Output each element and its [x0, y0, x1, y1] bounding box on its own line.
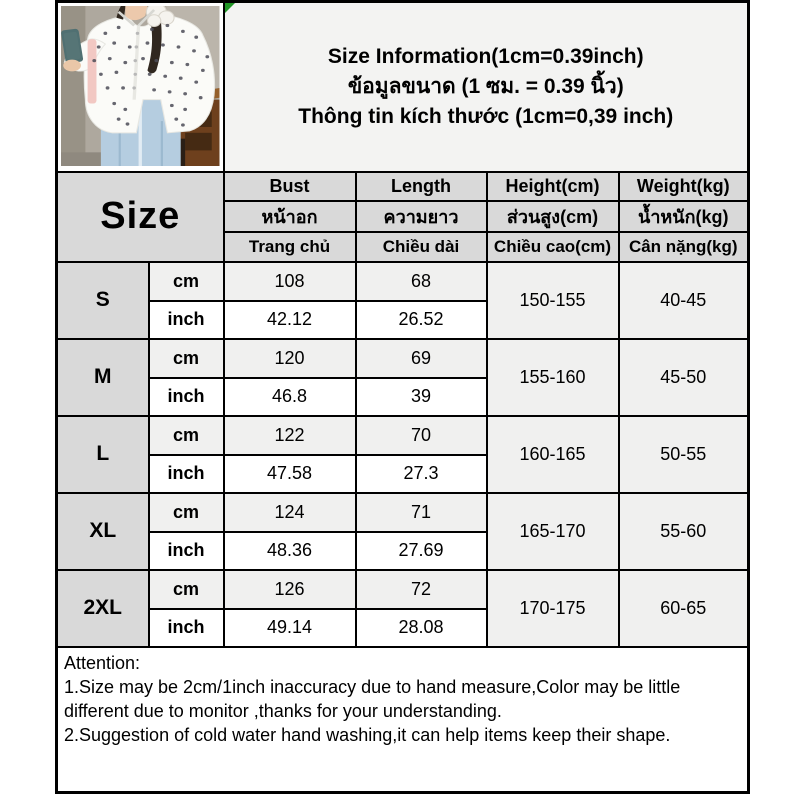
height-cell: 150-155 [487, 262, 619, 339]
size-header-cell: Size [57, 172, 224, 262]
unit-cell: inch [149, 378, 224, 416]
attention-note [57, 647, 749, 793]
value-cell: 71 [356, 493, 487, 532]
height-cell: 165-170 [487, 493, 619, 570]
value-cell: 120 [224, 339, 356, 378]
value-cell: 69 [356, 339, 487, 378]
weight-cell: 45-50 [619, 339, 749, 416]
value-cell: 70 [356, 416, 487, 455]
value-cell: 26.52 [356, 301, 487, 339]
col-height-vi: Chiều cao(cm) [487, 232, 619, 262]
attention-title: Attention: [64, 652, 141, 673]
size-cell: S [57, 262, 149, 339]
size-table [55, 0, 750, 794]
col-bust-th: หน้าอก [224, 201, 356, 232]
weight-cell: 55-60 [619, 493, 749, 570]
value-cell: 49.14 [224, 609, 356, 647]
unit-cell: cm [149, 262, 224, 301]
value-cell: 72 [356, 570, 487, 609]
size-cell: M [57, 339, 149, 416]
size-cell: L [57, 416, 149, 493]
unit-cell: inch [149, 609, 224, 647]
height-cell: 155-160 [487, 339, 619, 416]
size-cell: 2XL [57, 570, 149, 647]
value-cell: 126 [224, 570, 356, 609]
value-cell: 28.08 [356, 609, 487, 647]
col-height-th: ส่วนสูง(cm) [487, 201, 619, 232]
unit-cell: cm [149, 570, 224, 609]
value-cell: 42.12 [224, 301, 356, 339]
col-bust-vi: Trang chủ [224, 232, 356, 262]
attention-line-1: 1.Size may be 2cm/1inch inaccuracy due to hand measure,Color may be little different due to monitor ,thanks for your understanding. [64, 676, 681, 721]
col-weight-th: น้ำหนัก(kg) [619, 201, 749, 232]
unit-cell: inch [149, 532, 224, 570]
weight-cell: 40-45 [619, 262, 749, 339]
value-cell: 27.3 [356, 455, 487, 493]
value-cell: 122 [224, 416, 356, 455]
title-thai: ข้อมูลขนาด (1 ซม. = 0.39 นิ้ว) [347, 74, 624, 98]
weight-cell: 50-55 [619, 416, 749, 493]
col-weight-en: Weight(kg) [619, 172, 749, 201]
col-weight-vi: Cân nặng(kg) [619, 232, 749, 262]
attention-line-2: 2.Suggestion of cold water hand washing,it can help items keep their shape. [64, 724, 671, 745]
col-length-th: ความยาว [356, 201, 487, 232]
value-cell: 108 [224, 262, 356, 301]
unit-cell: inch [149, 301, 224, 339]
product-photo [61, 6, 220, 166]
value-cell: 39 [356, 378, 487, 416]
unit-cell: cm [149, 339, 224, 378]
title-english: Size Information(1cm=0.39inch) [327, 44, 644, 68]
unit-cell: cm [149, 493, 224, 532]
col-bust-en: Bust [224, 172, 356, 201]
value-cell: 124 [224, 493, 356, 532]
value-cell: 47.58 [224, 455, 356, 493]
unit-cell: inch [149, 455, 224, 493]
height-cell: 170-175 [487, 570, 619, 647]
title-vietnamese: Thông tin kích thước (1cm=0,39 inch) [298, 104, 674, 128]
col-height-en: Height(cm) [487, 172, 619, 201]
value-cell: 27.69 [356, 532, 487, 570]
cell-corner-marker-icon [225, 3, 235, 13]
title-block [224, 2, 749, 172]
unit-cell: cm [149, 416, 224, 455]
size-cell: XL [57, 493, 149, 570]
height-cell: 160-165 [487, 416, 619, 493]
col-length-vi: Chiều dài [356, 232, 487, 262]
col-length-en: Length [356, 172, 487, 201]
value-cell: 46.8 [224, 378, 356, 416]
weight-cell: 60-65 [619, 570, 749, 647]
product-photo-cell [57, 2, 224, 172]
size-chart-sheet [55, 0, 747, 794]
value-cell: 48.36 [224, 532, 356, 570]
value-cell: 68 [356, 262, 487, 301]
